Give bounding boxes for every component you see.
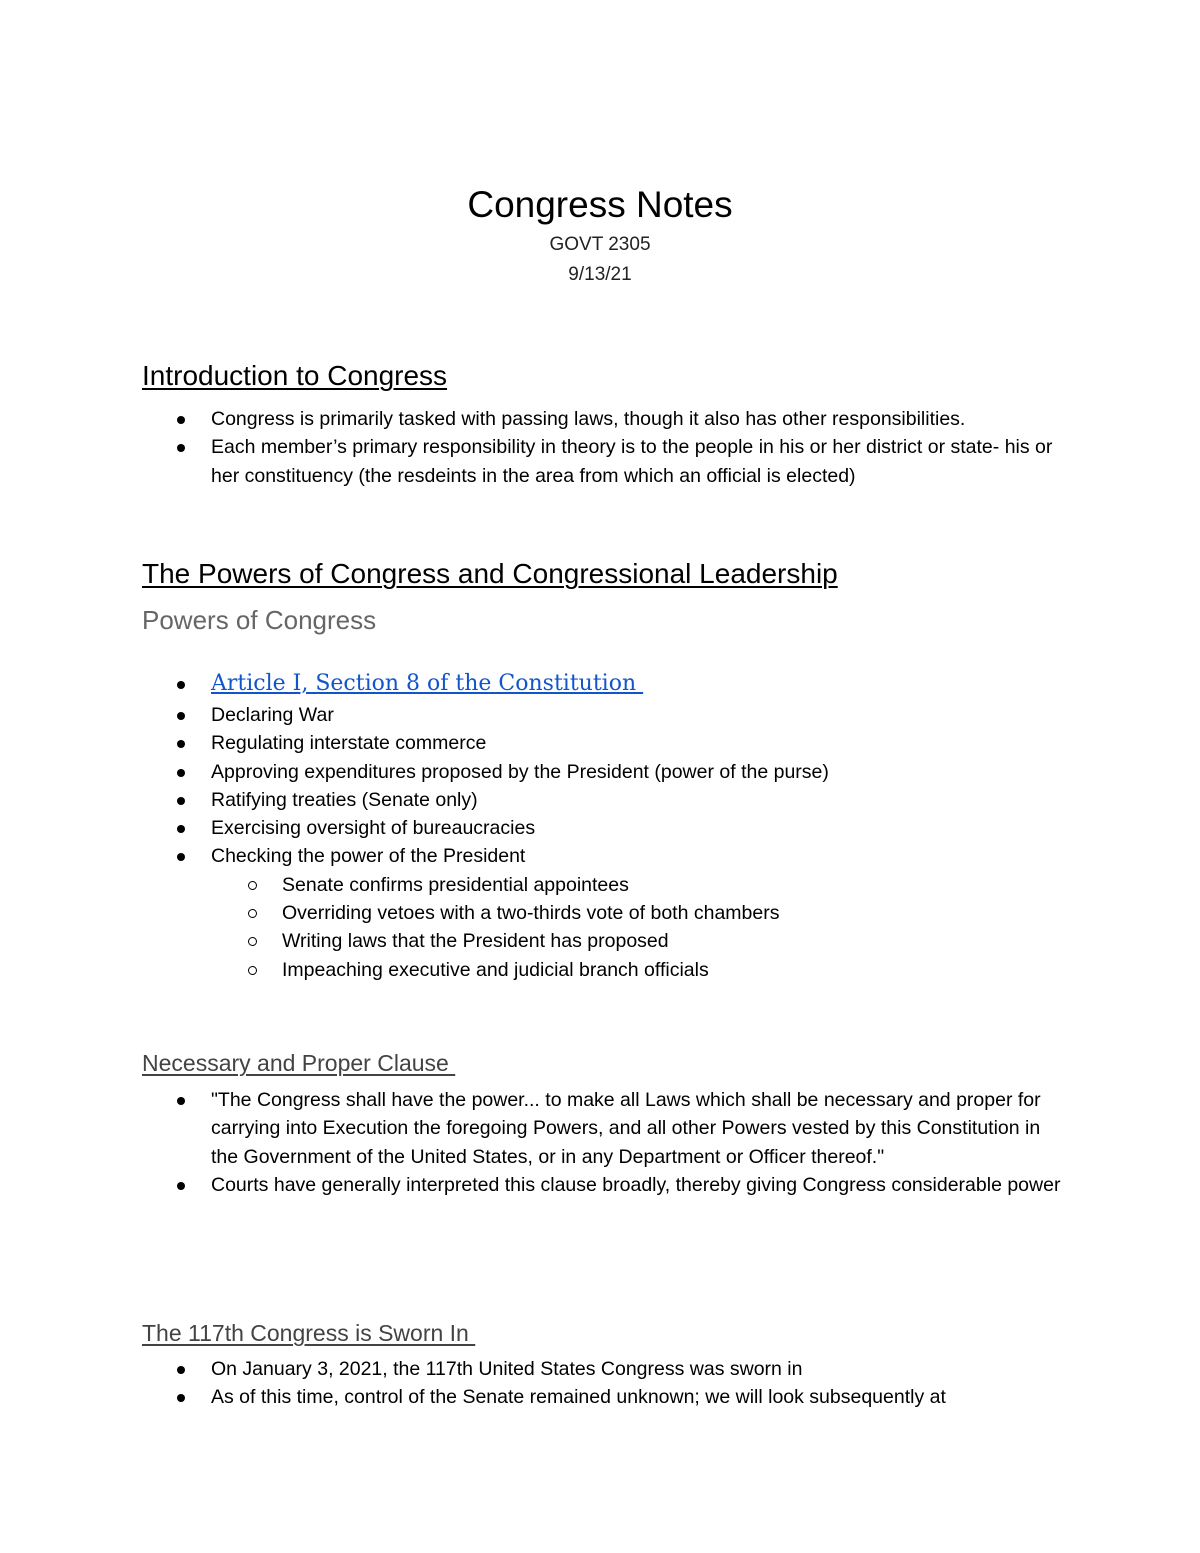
bullet-icon: [177, 1182, 185, 1190]
list-item-text: As of this time, control of the Senate remained unknown; we will look subsequently at: [211, 1386, 946, 1409]
list-item: [0, 405, 1061, 433]
bullet-icon: [177, 825, 185, 833]
hollow-bullet-icon: [248, 881, 257, 890]
bullet-icon: [177, 740, 185, 748]
bullet-icon: [177, 1366, 185, 1374]
hollow-bullet-icon: [248, 909, 257, 918]
sub-list-item: [0, 871, 1062, 899]
list-item-text: Exercising oversight of bureaucracies: [211, 817, 536, 840]
list-item: [0, 758, 1061, 786]
list-item: [0, 1171, 1061, 1199]
list-item: [0, 701, 1061, 729]
bullet-icon: [177, 444, 185, 452]
hollow-bullet-icon: [248, 966, 257, 975]
hollow-bullet-icon: [248, 937, 257, 946]
list-item-text: Approving expenditures proposed by the President (power of the purse): [211, 760, 829, 783]
bullet-icon: [177, 769, 185, 777]
sub-list-item: [0, 956, 1062, 984]
list-item: [0, 786, 1061, 814]
bullet-icon: [177, 712, 185, 720]
list-item: [0, 1383, 1061, 1411]
list-item: [0, 433, 1061, 490]
bullet-icon: [177, 853, 185, 861]
list-item-text: Ratifying treaties (Senate only): [211, 788, 478, 811]
list-item-text: Congress is primarily tasked with passing laws, though it also has other responsibilities.: [211, 408, 966, 430]
list-item-text: Courts have generally interpreted this clause broadly, thereby giving Congress considerable power: [211, 1173, 1061, 1196]
list-item: [0, 1355, 1061, 1383]
list-item-text: Each member’s primary responsibility in theory is to the people in his or her district or state- his or her constituency (the resdeints in the area from which an official is elected): [211, 436, 1053, 487]
list-item-text: Overriding vetoes with a two-thirds vote of both chambers: [282, 902, 780, 925]
subheading-powers-of-congress: Powers of Congress: [142, 605, 377, 635]
list-item-text: Checking the power of the President: [211, 845, 526, 868]
heading-necessary-proper: Necessary and Proper Clause: [142, 1050, 456, 1076]
title-block: [0, 183, 1200, 290]
bullet-icon: [177, 797, 185, 805]
bullet-icon: [177, 681, 185, 689]
sub-list-item: [0, 899, 1062, 927]
document-title: Congress Notes: [467, 184, 733, 225]
course-code: GOVT 2305: [549, 234, 651, 255]
list-item-text: Regulating interstate commerce: [211, 732, 487, 755]
bullet-icon: [177, 1394, 185, 1402]
list-item: [0, 1086, 1061, 1171]
bullet-icon: [177, 416, 185, 424]
list-item: [0, 729, 1061, 757]
heading-powers: The Powers of Congress and Congressional Leadership: [142, 558, 838, 589]
list-item-text: Senate confirms presidential appointees: [282, 873, 629, 896]
list-item-text: On January 3, 2021, the 117th United States Congress was sworn in: [211, 1358, 803, 1380]
sub-list-item: [0, 927, 1062, 955]
list-item-link: [0, 667, 1061, 701]
list-item: [0, 842, 1061, 870]
heading-introduction: Introduction to Congress: [142, 360, 448, 391]
list-item: [0, 814, 1061, 842]
list-item-text: Writing laws that the President has proposed: [282, 930, 669, 953]
list-item-text: Declaring War: [211, 704, 334, 726]
list-item-text: "The Congress shall have the power... to make all Laws which shall be necessary and proper for carrying into Execution the foregoing Powers, and all other Powers vested by this Constitution in the Government of the United States, or in any Department or Officer thereof.": [211, 1089, 1041, 1168]
bullet-icon: [177, 1097, 185, 1105]
document-date: 9/13/21: [568, 264, 632, 285]
powers-list: [0, 667, 1062, 984]
intro-list: [0, 405, 1061, 490]
heading-sworn-in: The 117th Congress is Sworn In: [142, 1320, 476, 1346]
necessary-proper-list: [0, 1086, 1061, 1199]
constitution-link[interactable]: Article I, Section 8 of the Constitution: [211, 671, 644, 696]
sworn-in-list: [0, 1355, 1061, 1412]
list-item-text: Impeaching executive and judicial branch officials: [282, 958, 709, 981]
